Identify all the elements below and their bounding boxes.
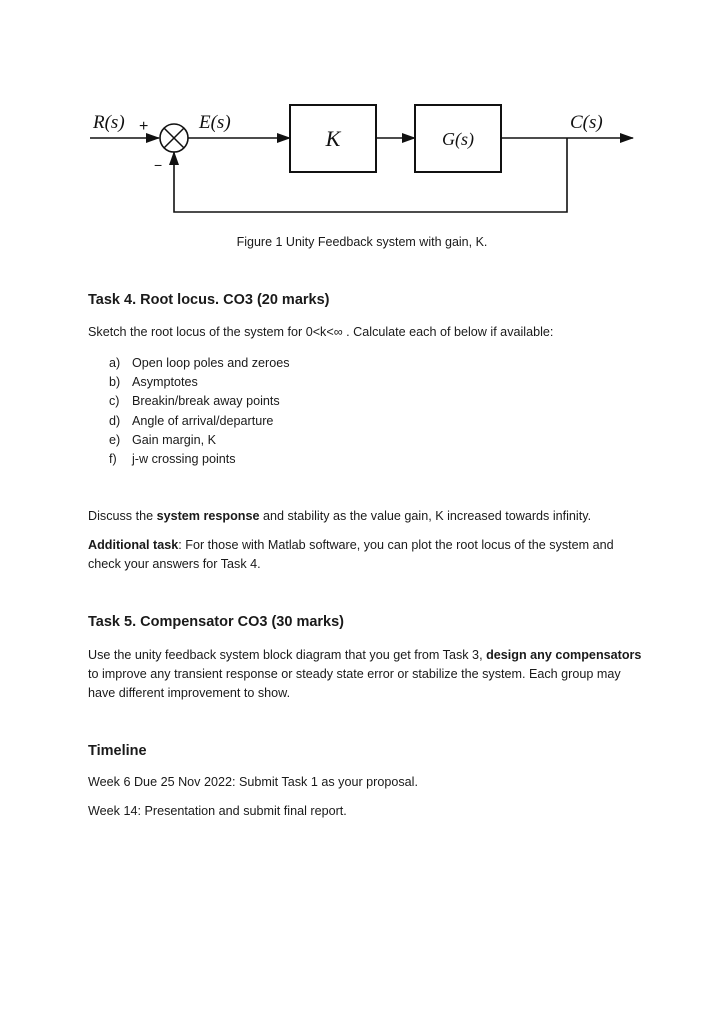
figure-caption: Figure 1 Unity Feedback system with gain, K. xyxy=(236,235,488,249)
list-item xyxy=(109,354,290,373)
minus-sign: − xyxy=(154,157,163,173)
summing-junction xyxy=(160,124,188,152)
input-label: R(s) xyxy=(93,112,125,133)
task4-list xyxy=(109,354,290,469)
list-item xyxy=(109,373,290,392)
list-marker: e) xyxy=(109,432,121,447)
list-item xyxy=(109,431,290,450)
feedback-path xyxy=(174,138,567,212)
list-marker: f) xyxy=(109,451,117,466)
list-item-text: Open loop poles and zeroes xyxy=(132,356,290,370)
list-item-text: Angle of arrival/departure xyxy=(132,413,274,428)
list-item-text: Breakin/break away points xyxy=(132,394,280,409)
task5-paragraph: Use the unity feedback system block diagram that you get from Task 3, design any compensators to improve any transient response or steady state error or stabilize the system. Each group may have different improvement to show. xyxy=(88,648,642,700)
list-item-text: Asymptotes xyxy=(132,375,198,390)
task5-heading: Task 5. Compensator CO3 (30 marks) xyxy=(88,614,344,630)
list-marker: d) xyxy=(109,413,121,428)
task4-heading: Task 4. Root locus. CO3 (20 marks) xyxy=(88,292,330,308)
plus-sign: + xyxy=(139,118,149,135)
task4-intro: Sketch the root locus of the system for 0<k<∞ . Calculate each of below if available: xyxy=(88,325,554,339)
gain-block-label: K xyxy=(325,126,341,151)
list-item xyxy=(109,392,290,411)
discuss-paragraph: Discuss the system response and stability as the value gain, K increased towards infinity. xyxy=(88,509,592,523)
list-marker: c) xyxy=(109,394,120,409)
timeline-heading: Timeline xyxy=(88,743,147,759)
list-item-text: Gain margin, K xyxy=(132,432,216,447)
error-label: E(s) xyxy=(199,112,231,133)
timeline-week14: Week 14: Presentation and submit final report. xyxy=(88,804,347,818)
list-item-text: j-w crossing points xyxy=(132,451,236,466)
additional-task-paragraph: Additional task: For those with Matlab software, you can plot the root locus of the system and check your answers for Task 4. xyxy=(88,538,614,571)
list-marker: b) xyxy=(109,375,121,390)
output-label: C(s) xyxy=(570,112,603,133)
timeline-week6: Week 6 Due 25 Nov 2022: Submit Task 1 as your proposal. xyxy=(88,775,418,789)
block-diagram xyxy=(0,0,724,230)
list-item xyxy=(109,450,290,469)
list-marker: a) xyxy=(109,356,121,370)
plant-block-label: G(s) xyxy=(442,129,474,149)
list-item xyxy=(109,412,290,431)
